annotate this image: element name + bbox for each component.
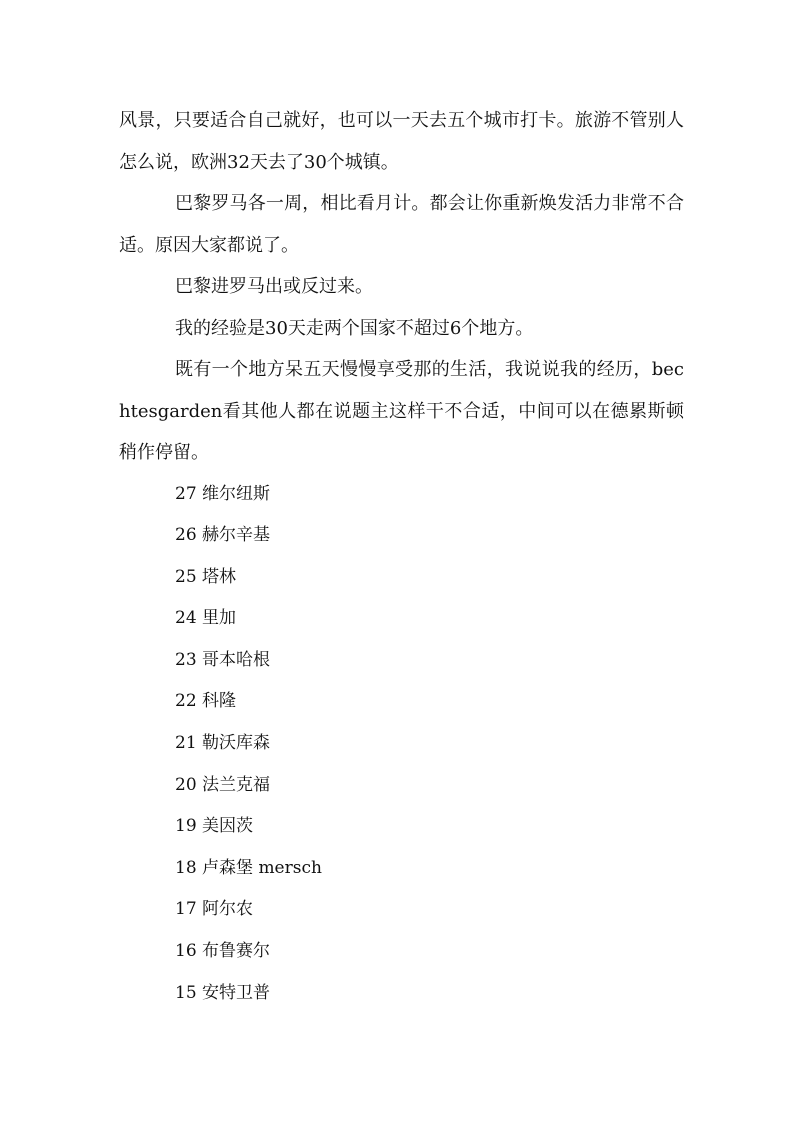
list-item: 26 赫尔辛基 — [175, 525, 271, 546]
list-item: 24 里加 — [175, 608, 237, 629]
list-item: 21 勒沃库森 — [175, 733, 271, 754]
paragraph-continued: 风景，只要适合自己就好，也可以一天去五个城市打卡。旅游不管别人怎么说，欧洲32天去了30个城镇。 — [119, 110, 684, 173]
list-item: 20 法兰克福 — [175, 774, 271, 795]
paragraph: 巴黎进罗马出或反过来。 — [175, 276, 373, 297]
list-item: 17 阿尔农 — [175, 899, 254, 920]
list-item: 18 卢森堡 mersch — [175, 857, 322, 878]
document-body — [119, 100, 684, 1014]
list-item: 22 科隆 — [175, 691, 237, 712]
city-list — [119, 474, 684, 1015]
list-item: 16 布鲁赛尔 — [175, 941, 271, 962]
list-item: 27 维尔纽斯 — [175, 483, 271, 504]
paragraph: 既有一个地方呆五天慢慢享受那的生活，我说说我的经历，bechtesgarden看其他人都在说题主这样干不合适，中间可以在德累斯顿稍作停留。 — [119, 359, 684, 463]
paragraph: 我的经验是30天走两个国家不超过6个地方。 — [175, 317, 534, 339]
list-item: 23 哥本哈根 — [175, 649, 271, 670]
paragraph: 巴黎罗马各一周，相比看月计。都会让你重新焕发活力非常不合适。原因大家都说了。 — [119, 193, 684, 256]
list-item: 15 安特卫普 — [175, 982, 271, 1003]
list-item: 19 美因茨 — [175, 816, 254, 837]
list-item: 25 塔林 — [175, 566, 237, 587]
